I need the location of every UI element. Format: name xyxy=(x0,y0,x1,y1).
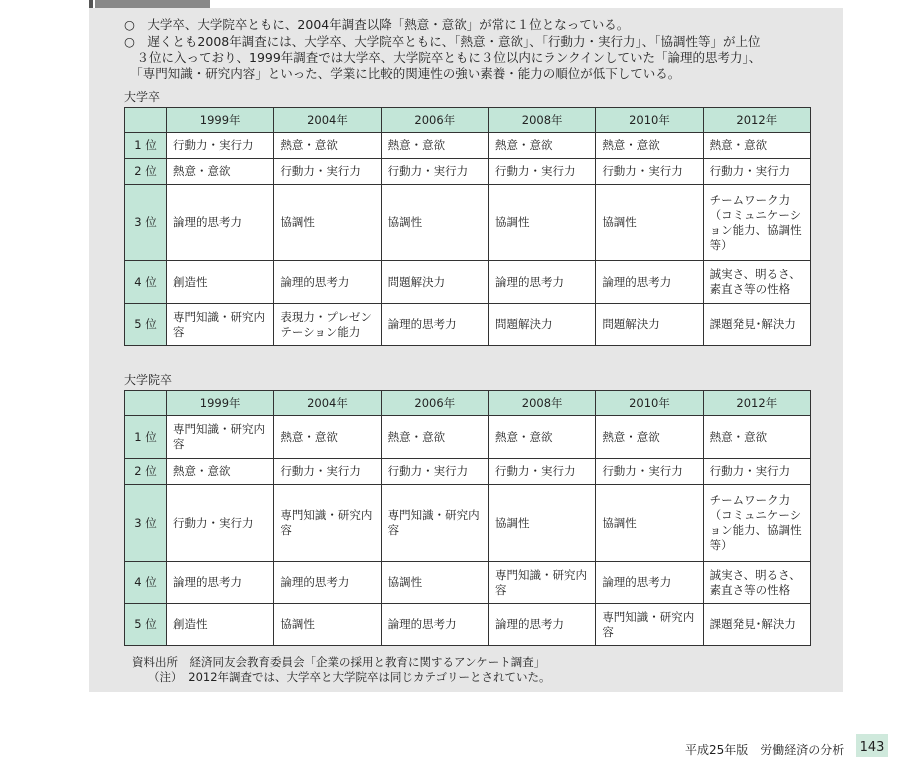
year-header: 2006年 xyxy=(381,108,488,133)
bullet-2-cont: ３位に入っており、1999年調査では大学卒、大学院卒ともに３位以内にランクインしていた「論理的思考力」、 xyxy=(124,50,762,65)
table-row xyxy=(125,604,811,646)
table-row xyxy=(125,459,811,485)
ranking-cell: 熱意・意欲 xyxy=(381,416,488,459)
ranking-cell: 論理的思考力 xyxy=(167,185,274,261)
ranking-cell: 行動力・実行力 xyxy=(596,459,703,485)
year-header: 2012年 xyxy=(703,391,810,416)
ranking-cell: 課題発見･解決力 xyxy=(703,304,810,346)
ranking-cell: チームワーク力（コミュニケーション能力、協調性等） xyxy=(703,185,810,261)
ranking-cell: 創造性 xyxy=(167,261,274,304)
ranking-cell: 行動力・実行力 xyxy=(381,459,488,485)
header-row xyxy=(125,391,811,416)
rank-cell: 4 位 xyxy=(125,562,167,604)
ranking-cell: 協調性 xyxy=(488,485,595,562)
ranking-cell: 協調性 xyxy=(274,604,381,646)
rank-cell: 4 位 xyxy=(125,261,167,304)
rank-cell: 1 位 xyxy=(125,133,167,159)
ranking-cell: 協調性 xyxy=(381,562,488,604)
ranking-cell: 論理的思考力 xyxy=(381,604,488,646)
ranking-cell: 熱意・意欲 xyxy=(167,159,274,185)
ranking-cell: 課題発見･解決力 xyxy=(703,604,810,646)
ranking-cell: 協調性 xyxy=(596,485,703,562)
ranking-cell: 熱意・意欲 xyxy=(167,459,274,485)
bullet-2: ○ 遅くとも2008年調査には、大学卒、大学院卒ともに、「熱意・意欲」、「行動力・実行力」、「協調性等」が上位 xyxy=(124,34,761,49)
ranking-cell: 協調性 xyxy=(274,185,381,261)
ranking-cell: 論理的思考力 xyxy=(167,562,274,604)
ranking-cell: 行動力・実行力 xyxy=(381,159,488,185)
table-row xyxy=(125,159,811,185)
rank-cell: 2 位 xyxy=(125,459,167,485)
ranking-cell: 専門知識・研究内容 xyxy=(274,485,381,562)
ranking-cell: 論理的思考力 xyxy=(381,304,488,346)
ranking-cell: 熱意・意欲 xyxy=(381,133,488,159)
ranking-cell: 熱意・意欲 xyxy=(488,133,595,159)
table-row xyxy=(125,416,811,459)
ranking-cell: 問題解決力 xyxy=(381,261,488,304)
rank-cell: 2 位 xyxy=(125,159,167,185)
ranking-cell: 行動力・実行力 xyxy=(167,133,274,159)
ranking-cell: 創造性 xyxy=(167,604,274,646)
footnote: （注） 2012年調査では、大学卒と大学院卒は同じカテゴリーとされていた。 xyxy=(148,670,551,684)
year-header: 2004年 xyxy=(274,391,381,416)
footer-title: 平成25年版 労働経済の分析 xyxy=(685,743,845,757)
ranking-cell: 行動力・実行力 xyxy=(488,459,595,485)
ranking-cell: 問題解決力 xyxy=(596,304,703,346)
ranking-cell: 行動力・実行力 xyxy=(703,159,810,185)
corner-cell xyxy=(125,108,167,133)
undergrad-ranking-table xyxy=(124,107,811,346)
ranking-cell: チームワーク力（コミュニケーション能力、協調性等） xyxy=(703,485,810,562)
year-header: 2012年 xyxy=(703,108,810,133)
ranking-cell: 専門知識・研究内容 xyxy=(381,485,488,562)
ranking-cell: 熱意・意欲 xyxy=(274,133,381,159)
rank-cell: 5 位 xyxy=(125,604,167,646)
rank-cell: 5 位 xyxy=(125,304,167,346)
ranking-cell: 表現力・プレゼンテーション能力 xyxy=(274,304,381,346)
ranking-cell: 行動力・実行力 xyxy=(596,159,703,185)
ranking-cell: 協調性 xyxy=(488,185,595,261)
ranking-cell: 誠実さ、明るさ、素直さ等の性格 xyxy=(703,562,810,604)
ranking-cell: 熱意・意欲 xyxy=(596,133,703,159)
grad-ranking-table xyxy=(124,390,811,646)
ranking-cell: 論理的思考力 xyxy=(596,261,703,304)
header-marker xyxy=(89,0,93,8)
year-header: 2008年 xyxy=(488,108,595,133)
rank-cell: 1 位 xyxy=(125,416,167,459)
rank-cell: 3 位 xyxy=(125,485,167,562)
year-header: 1999年 xyxy=(167,108,274,133)
corner-cell xyxy=(125,391,167,416)
table-row xyxy=(125,261,811,304)
table-row xyxy=(125,562,811,604)
ranking-cell: 専門知識・研究内容 xyxy=(167,416,274,459)
bullet-1: ○ 大学卒、大学院卒ともに、2004年調査以降「熱意・意欲」が常に１位となっている。 xyxy=(124,17,630,32)
year-header: 2006年 xyxy=(381,391,488,416)
ranking-cell: 行動力・実行力 xyxy=(167,485,274,562)
header-row xyxy=(125,108,811,133)
ranking-cell: 専門知識・研究内容 xyxy=(167,304,274,346)
table-row xyxy=(125,485,811,562)
ranking-cell: 問題解決力 xyxy=(488,304,595,346)
table-row xyxy=(125,304,811,346)
ranking-cell: 誠実さ、明るさ、素直さ等の性格 xyxy=(703,261,810,304)
ranking-cell: 行動力・実行力 xyxy=(488,159,595,185)
source-note: 資料出所 経済同友会教育委員会「企業の採用と教育に関するアンケート調査」 xyxy=(132,655,546,669)
page-number: 143 xyxy=(856,734,888,757)
year-header: 2010年 xyxy=(596,108,703,133)
ranking-cell: 熱意・意欲 xyxy=(596,416,703,459)
ranking-cell: 行動力・実行力 xyxy=(703,459,810,485)
ranking-cell: 専門知識・研究内容 xyxy=(596,604,703,646)
ranking-cell: 行動力・実行力 xyxy=(274,159,381,185)
ranking-cell: 専門知識・研究内容 xyxy=(488,562,595,604)
year-header: 2010年 xyxy=(596,391,703,416)
year-header: 2004年 xyxy=(274,108,381,133)
ranking-cell: 論理的思考力 xyxy=(488,604,595,646)
ranking-cell: 協調性 xyxy=(381,185,488,261)
ranking-cell: 熱意・意欲 xyxy=(274,416,381,459)
table-label-grad: 大学院卒 xyxy=(124,373,173,387)
bullet-2-cont2: 「専門知識・研究内容」といった、学業に比較的関連性の強い素養・能力の順位が低下している。 xyxy=(124,66,681,81)
ranking-cell: 協調性 xyxy=(596,185,703,261)
year-header: 1999年 xyxy=(167,391,274,416)
table-row xyxy=(125,133,811,159)
figure-number-tab xyxy=(95,0,210,8)
ranking-cell: 論理的思考力 xyxy=(488,261,595,304)
ranking-cell: 行動力・実行力 xyxy=(274,459,381,485)
table-label-undergrad: 大学卒 xyxy=(124,90,161,104)
ranking-cell: 熱意・意欲 xyxy=(703,133,810,159)
rank-cell: 3 位 xyxy=(125,185,167,261)
ranking-cell: 論理的思考力 xyxy=(274,261,381,304)
ranking-cell: 論理的思考力 xyxy=(596,562,703,604)
ranking-cell: 熱意・意欲 xyxy=(703,416,810,459)
table-row xyxy=(125,185,811,261)
ranking-cell: 論理的思考力 xyxy=(274,562,381,604)
ranking-cell: 熱意・意欲 xyxy=(488,416,595,459)
year-header: 2008年 xyxy=(488,391,595,416)
